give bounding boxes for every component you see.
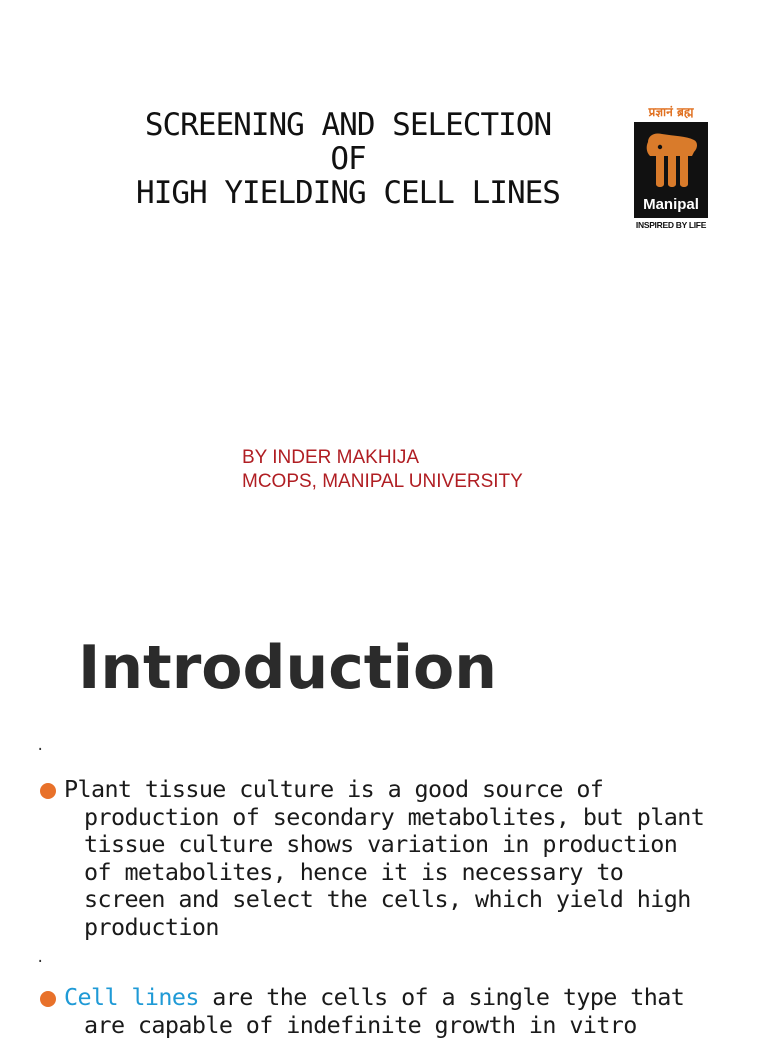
bullet-text-2 <box>40 984 740 1039</box>
slide-title <box>80 108 616 210</box>
term-highlight: Cell lines <box>64 983 199 1011</box>
bullet-item-1 <box>40 776 740 941</box>
title-line-2: OF <box>80 142 616 176</box>
author-name: BY INDER MAKHIJA <box>242 446 523 470</box>
bullet-dot-icon <box>40 783 56 799</box>
author-affiliation: MCOPS, MANIPAL UNIVERSITY <box>242 470 523 494</box>
bullet-dot-icon <box>40 991 56 1007</box>
bullet-1-line: production <box>64 914 740 942</box>
bullet-1-line: tissue culture shows variation in production <box>64 831 740 859</box>
paragraph-marker: . <box>36 950 44 966</box>
bullet-text-1 <box>40 776 740 941</box>
logo-motto: प्रज्ञानं ब्रह्म <box>630 104 712 120</box>
bullet-2-line <box>64 983 684 1011</box>
bullet-1-line: of metabolites, hence it is necessary to <box>64 859 740 887</box>
bullet-1-line: Plant tissue culture is a good source of <box>64 775 603 803</box>
bullet-1-line: production of secondary metabolites, but plant <box>64 804 740 832</box>
title-line-3: HIGH YIELDING CELL LINES <box>80 176 616 210</box>
title-line-1: SCREENING AND SELECTION <box>80 108 616 142</box>
logo-emblem <box>634 122 708 218</box>
bullet-1-line: screen and select the cells, which yield high <box>64 886 740 914</box>
logo-tagline: INSPIRED BY LIFE <box>630 220 712 230</box>
paragraph-marker: . <box>36 738 44 754</box>
section-heading: Introduction <box>78 630 497 706</box>
logo-name: Manipal <box>634 196 708 213</box>
bullet-2-rest: are the cells of a single type that <box>199 983 684 1011</box>
manipal-logo <box>630 104 712 232</box>
bullet-2-line: are capable of indefinite growth in vitro <box>64 1012 740 1039</box>
bullet-item-2 <box>40 984 740 1039</box>
byline <box>242 446 523 494</box>
